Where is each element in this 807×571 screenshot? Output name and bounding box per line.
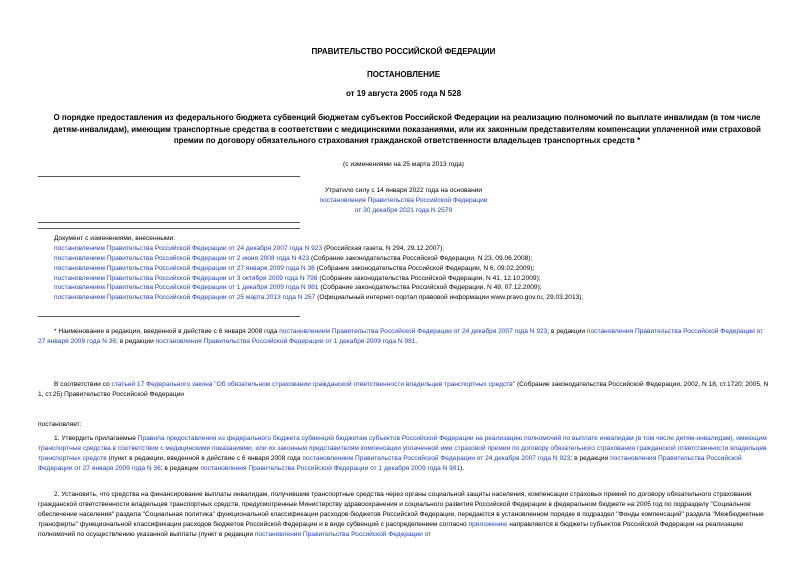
amendment-source: (Собрание законодательства Российской Федерации, N 49, 07.12.2009);	[318, 284, 542, 292]
footnote-text: ; в редакции	[116, 337, 156, 345]
item-2-paragraph	[38, 490, 770, 540]
amendment-link[interactable]: постановлением Правительства Российской Федерации от 24 декабря 2007 года N 923	[54, 244, 323, 252]
decree-link[interactable]: постановления Правительства Российской Федерации от	[254, 531, 432, 539]
decree-link[interactable]: постановлением Правительства Российской Федерации от 24 декабря 2007 года N 923	[302, 455, 571, 463]
item-text: направляются в бюджеты субъектов Российской Федерации на реализацию полномочий по осуществлению указанной выплаты (пункт в редакции	[38, 521, 744, 539]
item-text: 2. Установить, что средства на финансирование выплаты инвалидам, получившим транспортные средства через органы социальной защиты населения, компенсации страховых премий по договору обязательного страхования гражданской ответственности владельцев транспортных средств, предусмотренные Министерству здравоохранения и социального развития Российской Федерации в федеральном бюджете на 2005 год по подразделу "Социальное обеспечение населения" раздела "Социальная политика" функциональной классификации расходов бюджетов Российской Федерации, передаются в установленном порядке в подраздел "Фонды компенсаций" раздела "Межбюджетные трансферты" функциональной классификации расходов бюджетов Российской Федерации и в виде субвенций с распределением согласно	[38, 491, 764, 529]
decree-link[interactable]: постановления Правительства Российской Федерации от 1 декабря 2009 года N 981	[200, 465, 461, 473]
footnote-text: .	[415, 337, 418, 345]
amendment-link[interactable]: постановлением Правительства Российской Федерации от 27 января 2009 года N 36	[54, 264, 315, 272]
amendment-link[interactable]: постановлением Правительства Российской Федерации от 2 июня 2008 года N 423	[54, 254, 310, 262]
item-text: ; в редакции	[570, 455, 611, 463]
item-text: (пункт в редакции, введенной в действие с 6 января 2008 года	[106, 455, 303, 463]
amendment-source: (Российская газета, N 294, 29.12.2007);	[322, 244, 445, 252]
date-number-heading: от 19 августа 2005 года N 528	[345, 89, 462, 98]
footnote-link[interactable]: постановления Правительства Российской Федерации от 27 января 2009 года N 36	[38, 328, 764, 345]
footnote	[38, 327, 770, 347]
footnote-link[interactable]: постановлением Правительства Российской Федерации от 24 декабря 2007 года N 923	[279, 328, 548, 335]
amendments-intro: Документ с изменениями, внесенными:	[54, 235, 176, 242]
item-1-paragraph	[38, 434, 770, 474]
amendment-source: (Собрание законодательства Российской Федерации, N 23, 09.06.2008);	[309, 254, 533, 262]
amended-note: (с изменениями на 25 марта 2013 года)	[343, 161, 464, 168]
footnote-text: * Наименование в редакции, введенной в действие с 6 января 2008 года	[54, 328, 280, 335]
divider-rule	[38, 222, 300, 223]
amendment-source: (Собрание законодательства Российской Федерации, N 41, 12.10.2009);	[317, 274, 541, 282]
preamble-text: В соответствии со	[54, 381, 112, 388]
decree-link[interactable]: постановления Правительства Российской Федерации от 27 января 2009 года N 36	[38, 455, 742, 473]
divider-rule	[38, 316, 300, 317]
law-article-link[interactable]: статьей 17 Федерального закона "Об обязательном страховании гражданской ответственности владельцев транспортных средств"	[111, 381, 516, 388]
footnote-link[interactable]: постановления Правительства Российской Федерации от 1 декабря 2009 года N 981	[155, 337, 416, 345]
rules-link[interactable]: Правила предоставления из федерального бюджета субвенций бюджетам субъектов Российской Федерации на реализацию полномочий по выплате инвалидам (в том числе детям-инвалидам), имеющим транспортные средства в соответствии с медицинскими показаниями, или их законным представителям компенсации уплаченной ими страховой премии по договору обязательного страхования гражданской ответственности владельцев транспортных средств	[38, 435, 767, 463]
amendments-list	[54, 234, 774, 303]
list-item	[54, 283, 774, 293]
amendment-source: (Официальный интернет-портал правовой информации www.pravo.gov.ru, 29.03.2013).	[315, 294, 584, 302]
amendment-source: (Собрание законодательства Российской Федерации, N 6, 09.02.2009);	[314, 264, 535, 272]
appendix-link[interactable]: приложению	[468, 521, 508, 529]
amendment-link[interactable]: постановлением Правительства Российской Федерации от 25 марта 2013 года N 257	[54, 294, 316, 302]
list-item	[54, 244, 774, 254]
list-item	[54, 254, 774, 264]
government-heading: ПРАВИТЕЛЬСТВО РОССИЙСКОЙ ФЕДЕРАЦИИ	[311, 47, 496, 56]
amendment-link[interactable]: постановлением Правительства Российской Федерации от 3 октября 2009 года N 798	[54, 274, 318, 282]
repeal-notice	[0, 186, 807, 216]
preamble-text: (Собрание законодательства Российской Федерации, 2002, N 18, ст.1720; 2005, N 1, ст.25) Правительство Российской Федерации	[38, 381, 769, 399]
item-text: ).	[460, 465, 465, 473]
item-text: 1. Утвердить прилагаемые	[54, 435, 138, 442]
doc-type-heading: ПОСТАНОВЛЕНИЕ	[366, 70, 441, 79]
repeal-link-line2[interactable]: от 30 декабря 2021 года N 2579	[354, 206, 453, 214]
list-item	[54, 274, 774, 284]
list-item	[54, 293, 774, 303]
decrees-word: постановляет:	[38, 421, 82, 428]
preamble-paragraph	[38, 380, 770, 400]
repeal-text: Утратило силу с 14 января 2022 года на основании	[324, 187, 483, 194]
list-item	[54, 264, 774, 274]
divider-rule	[38, 176, 300, 177]
document-title: О порядке предоставления из федерального бюджета субвенций бюджетам субъектов Российской Федерации на реализацию полномочий по выплате инвалидам (в том числе детям-инвалидам), имеющим транспортные средства в соответствии с медицинскими показаниями, или их законным представителям компенсации уплаченной ими страховой премии по договору обязательного страхования гражданской ответственности владельцев транспортных средств *	[53, 113, 761, 146]
divider-rule	[38, 228, 300, 229]
item-text: ; в редакции	[160, 465, 201, 473]
amendment-link[interactable]: постановлением Правительства Российской Федерации от 1 декабря 2009 года N 981	[54, 284, 319, 292]
repeal-link-line1[interactable]: постановления Правительства Российской Федерации	[319, 196, 488, 204]
footnote-text: ; в редакции	[547, 328, 587, 335]
